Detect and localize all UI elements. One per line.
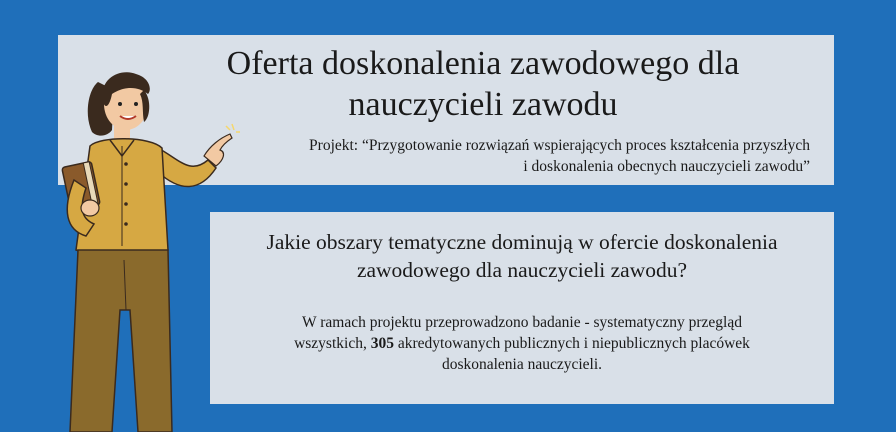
institution-count: 305 bbox=[370, 335, 394, 352]
question-line-2: zawodowego dla nauczycieli zawodu? bbox=[356, 258, 688, 282]
paragraph-line-2: wszystkich, 305 akredytowanych publicznych i niepublicznych placówek bbox=[294, 335, 750, 352]
paragraph-line-3: doskonalenia nauczycieli. bbox=[441, 356, 603, 373]
project-line-1: Projekt: “Przygotowanie rozwiązań wspierających proces kształcenia przyszłych bbox=[309, 137, 810, 154]
title-line-1: Oferta doskonalenia zawodowego dla bbox=[226, 45, 740, 82]
teacher-illustration bbox=[40, 60, 240, 432]
page-title bbox=[138, 43, 828, 125]
info-paragraph bbox=[230, 312, 814, 375]
question-heading bbox=[220, 228, 824, 284]
title-line-2: nauczycieli zawodu bbox=[348, 86, 618, 123]
project-line-2: i doskonalenia obecnych nauczycieli zawodu” bbox=[523, 158, 810, 175]
question-line-1: Jakie obszary tematyczne dominują w ofercie doskonalenia bbox=[266, 230, 778, 254]
paragraph-line-1: W ramach projektu przeprowadzono badanie - systematyczny przegląd bbox=[302, 314, 742, 331]
project-subtitle bbox=[210, 135, 810, 177]
trousers bbox=[70, 250, 172, 432]
info-panel bbox=[210, 212, 834, 404]
